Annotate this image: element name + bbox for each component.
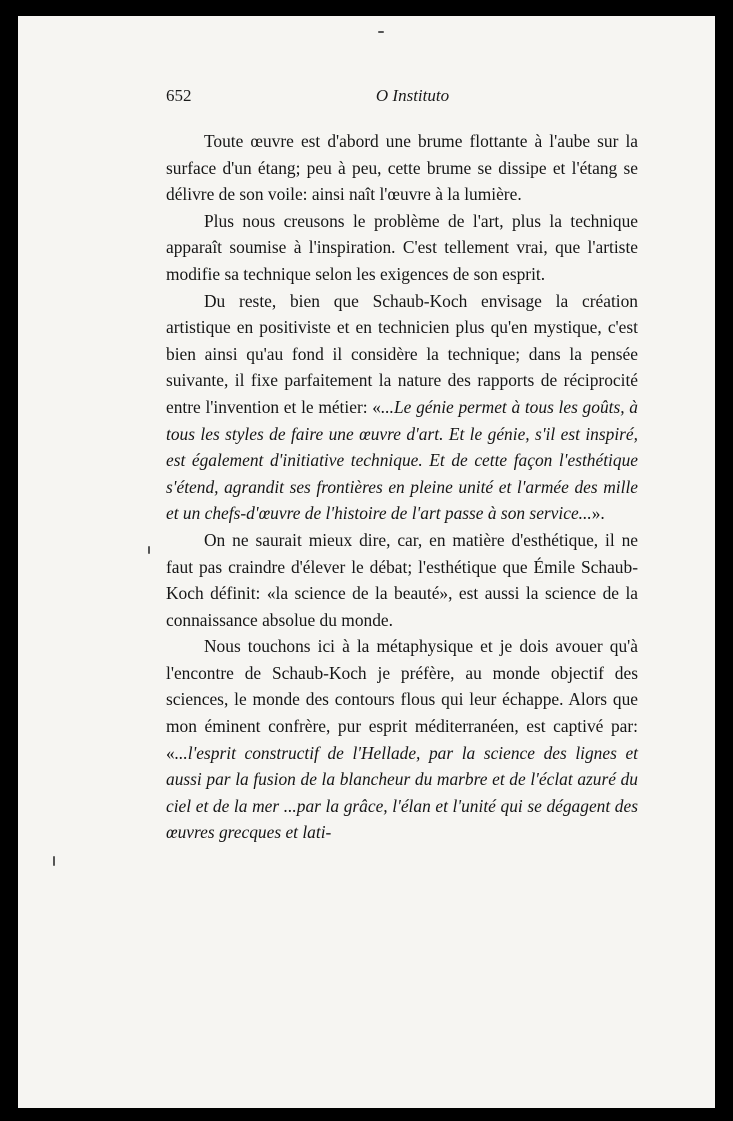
text-run: ». <box>591 503 605 524</box>
scan-speck <box>378 31 384 33</box>
text-run: Nous touchons ici à la métaphysique et je dois avouer qu'à l'encontre de Schaub-Koch je préfère, au monde objectif des sciences, le monde des contours flous qui leur échappe. Alors que mon éminent confrère, pur esprit méditerranéen, est captivé par: « <box>166 636 638 763</box>
scan-speck <box>53 856 55 866</box>
book-page <box>18 16 715 1108</box>
paragraph <box>166 288 638 527</box>
page-header <box>166 86 659 110</box>
text-run: On ne saurait mieux dire, car, en matière d'esthétique, il ne faut pas craindre d'élever le débat; l'esthétique que Émile Schaub-Koch définit: «la science de la beauté», est aussi la science de la connaissance absolue du monde. <box>166 529 638 630</box>
text-run: Du reste, bien que Schaub-Koch envisage la création artistique en positiviste et en technicien plus qu'en mystique, c'est bien ainsi qu'au fond il considère la technique; dans la pensée suivante, il fixe parfaitement la nature des rapports de réciprocité entre l'invention et le métier: « <box>166 290 638 417</box>
quotation-italic: ...Le génie permet à tous les goûts, à tous les styles de faire une œuvre d'art. Et le génie, s'il est inspiré, est également d'initiative technique. Et de cette façon l'esthétique s'étend, agrandit ses frontières en pleine unité et l'armée des mille et un chefs-d'œuvre de l'histoire de l'art passe à son service... <box>166 396 638 524</box>
paragraph <box>166 633 638 846</box>
paragraph <box>166 128 638 208</box>
scan-speck <box>148 546 150 554</box>
paragraph <box>166 527 638 633</box>
page-number: 652 <box>166 86 192 105</box>
text-run: Toute œuvre est d'abord une brume flottante à l'aube sur la surface d'un étang; peu à peu, cette brume se dissipe et l'étang se délivre de son voile: ainsi naît l'œuvre à la lumière. <box>166 131 638 205</box>
body-text <box>166 128 638 846</box>
running-title: O Instituto <box>375 86 450 105</box>
quotation-italic: ...l'esprit constructif de l'Hellade, par la science des lignes et aussi par la fusion de la blancheur du marbre et de l'éclat azuré du ciel et de la mer ...par la grâce, l'élan et l'unité qui se dégagent des œuvres grecques et lati- <box>166 742 638 843</box>
paragraph <box>166 208 638 288</box>
text-run: Plus nous creusons le problème de l'art, plus la technique apparaît soumise à l'inspiration. C'est tellement vrai, que l'artiste modifie sa technique selon les exigences de son esprit. <box>166 210 638 284</box>
